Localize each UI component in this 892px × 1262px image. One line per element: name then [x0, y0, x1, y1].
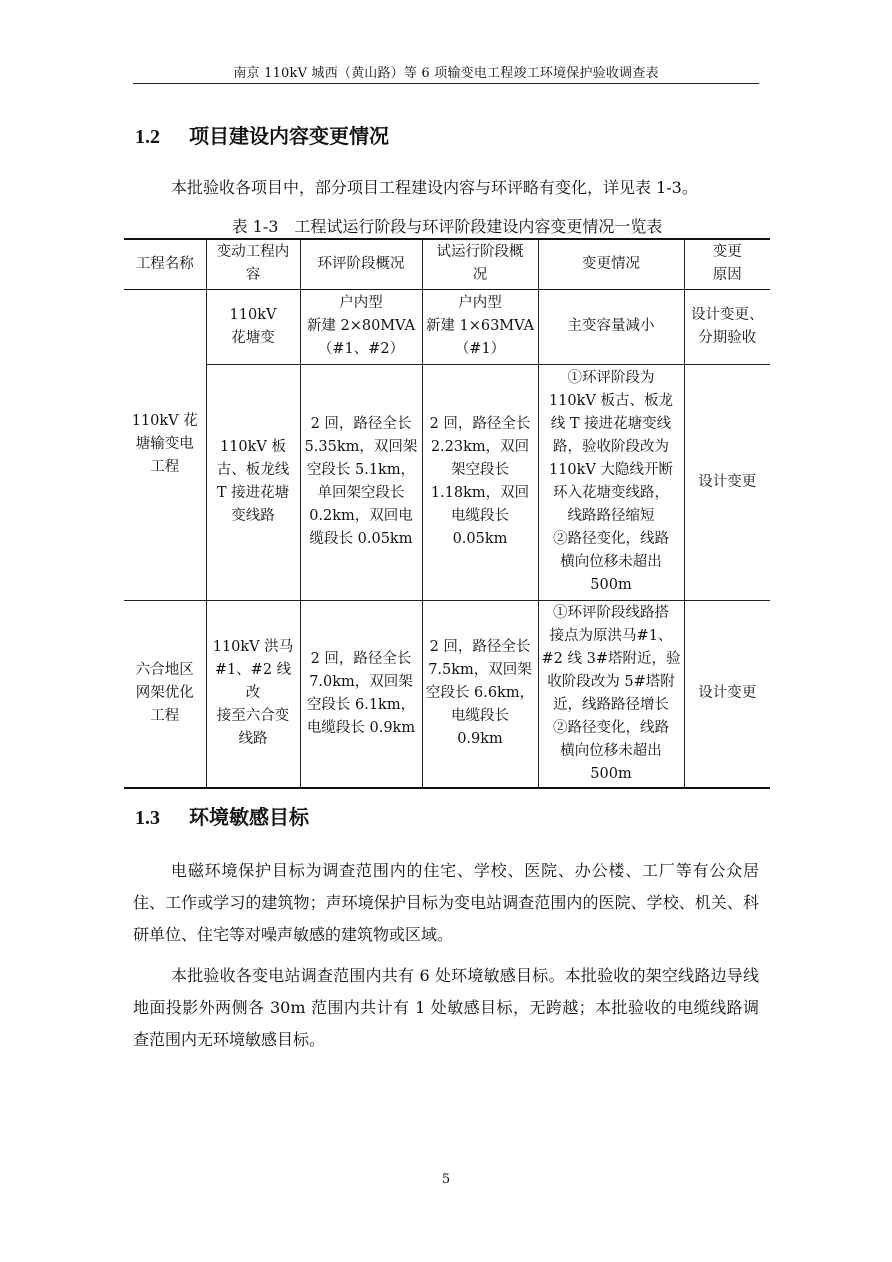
- cell-reason: 设计变更、 分期验收: [684, 289, 770, 364]
- cell-change: ①环评阶段为 110kV 板古、板龙 线 T 接进花塘变线 路，验收阶段改为 110kV 大隐线开断 环入花塘变线路， 线路路径缩短 ②路径变化，线路 横向位移未超出 500m: [538, 364, 684, 600]
- header-cell-item: 变动工程内 容: [206, 239, 300, 289]
- running-header: 南京 110kV 城西（黄山路）等 6 项输变电工程竣工环境保护验收调查表: [233, 66, 659, 81]
- cell-project: 六合地区 网架优化 工程: [124, 600, 206, 788]
- section-title: 项目建设内容变更情况: [189, 124, 389, 148]
- cell-change: 主变容量减小: [538, 289, 684, 364]
- header-cell-project: 工程名称: [124, 239, 206, 289]
- cell-eia: 2 回，路径全长 5.35km，双回架 空段长 5.1km， 单回架空段长 0.2km，双回电 缆段长 0.05km: [300, 364, 422, 600]
- cell-eia: 2 回，路径全长 7.0km，双回架 空段长 6.1km， 电缆段长 0.9km: [300, 600, 422, 788]
- cell-trial: 2 回，路径全长 2.23km，双回 架空段长 1.18km，双回 电缆段长 0.05km: [422, 364, 538, 600]
- cell-change: ①环评阶段线路搭 接点为原洪马#1、 #2 线 3#塔附近，验 收阶段改为 5#塔附 近，线路路径增长 ②路径变化，线路 横向位移未超出 500m: [538, 600, 684, 788]
- table-row: [124, 289, 770, 364]
- change-table: [124, 238, 770, 789]
- cell-item: 110kV 板 古、板龙线 T 接进花塘 变线路: [206, 364, 300, 600]
- header-rule: [133, 83, 759, 84]
- table-row: [124, 600, 770, 788]
- cell-eia: 户内型 新建 2×80MVA （#1、#2）: [300, 289, 422, 364]
- section-title: 环境敏感目标: [189, 805, 309, 829]
- cell-reason: 设计变更: [684, 600, 770, 788]
- section-1-3-paragraph-1: 电磁环境保护目标为调查范围内的住宅、学校、医院、办公楼、工厂等有公众居住、工作或学习的建筑物；声环境保护目标为变电站调查范围内的医院、学校、机关、科研单位、住宅等对噪声敏感的建筑物或区域。: [133, 861, 759, 944]
- header-cell-reason: 变更 原因: [684, 239, 770, 289]
- table-header-row: [124, 239, 770, 289]
- section-number: 1.2: [135, 126, 160, 148]
- header-cell-trial: 试运行阶段概 况: [422, 239, 538, 289]
- section-1-3-paragraph-2: 本批验收各变电站调查范围内共有 6 处环境敏感目标。本批验收的架空线路边导线地面投影外两侧各 30m 范围内共计有 1 处敏感目标，无跨越；本批验收的电缆线路调查范围内无环境敏感目标。: [133, 966, 759, 1049]
- section-number: 1.3: [135, 807, 160, 829]
- section-heading-1-3: [135, 801, 309, 830]
- cell-project: 110kV 花 塘输变电 工程: [124, 289, 206, 600]
- cell-item: 110kV 花塘变: [206, 289, 300, 364]
- header-cell-eia: 环评阶段概况: [300, 239, 422, 289]
- table-caption: 表 1-3 工程试运行阶段与环评阶段建设内容变更情况一览表: [231, 217, 663, 236]
- cell-reason: 设计变更: [684, 364, 770, 600]
- section-1-2-intro: 本批验收各项目中，部分项目工程建设内容与环评略有变化，详见表 1-3。: [171, 178, 698, 197]
- cell-trial: 户内型 新建 1×63MVA （#1）: [422, 289, 538, 364]
- page-number: 5: [441, 1172, 451, 1187]
- cell-item: 110kV 洪马 #1、#2 线改 接至六合变 线路: [206, 600, 300, 788]
- header-cell-change: 变更情况: [538, 239, 684, 289]
- section-heading-1-2: [135, 120, 389, 149]
- cell-trial: 2 回，路径全长 7.5km，双回架 空段长 6.6km， 电缆段长 0.9km: [422, 600, 538, 788]
- table-row: [124, 364, 770, 600]
